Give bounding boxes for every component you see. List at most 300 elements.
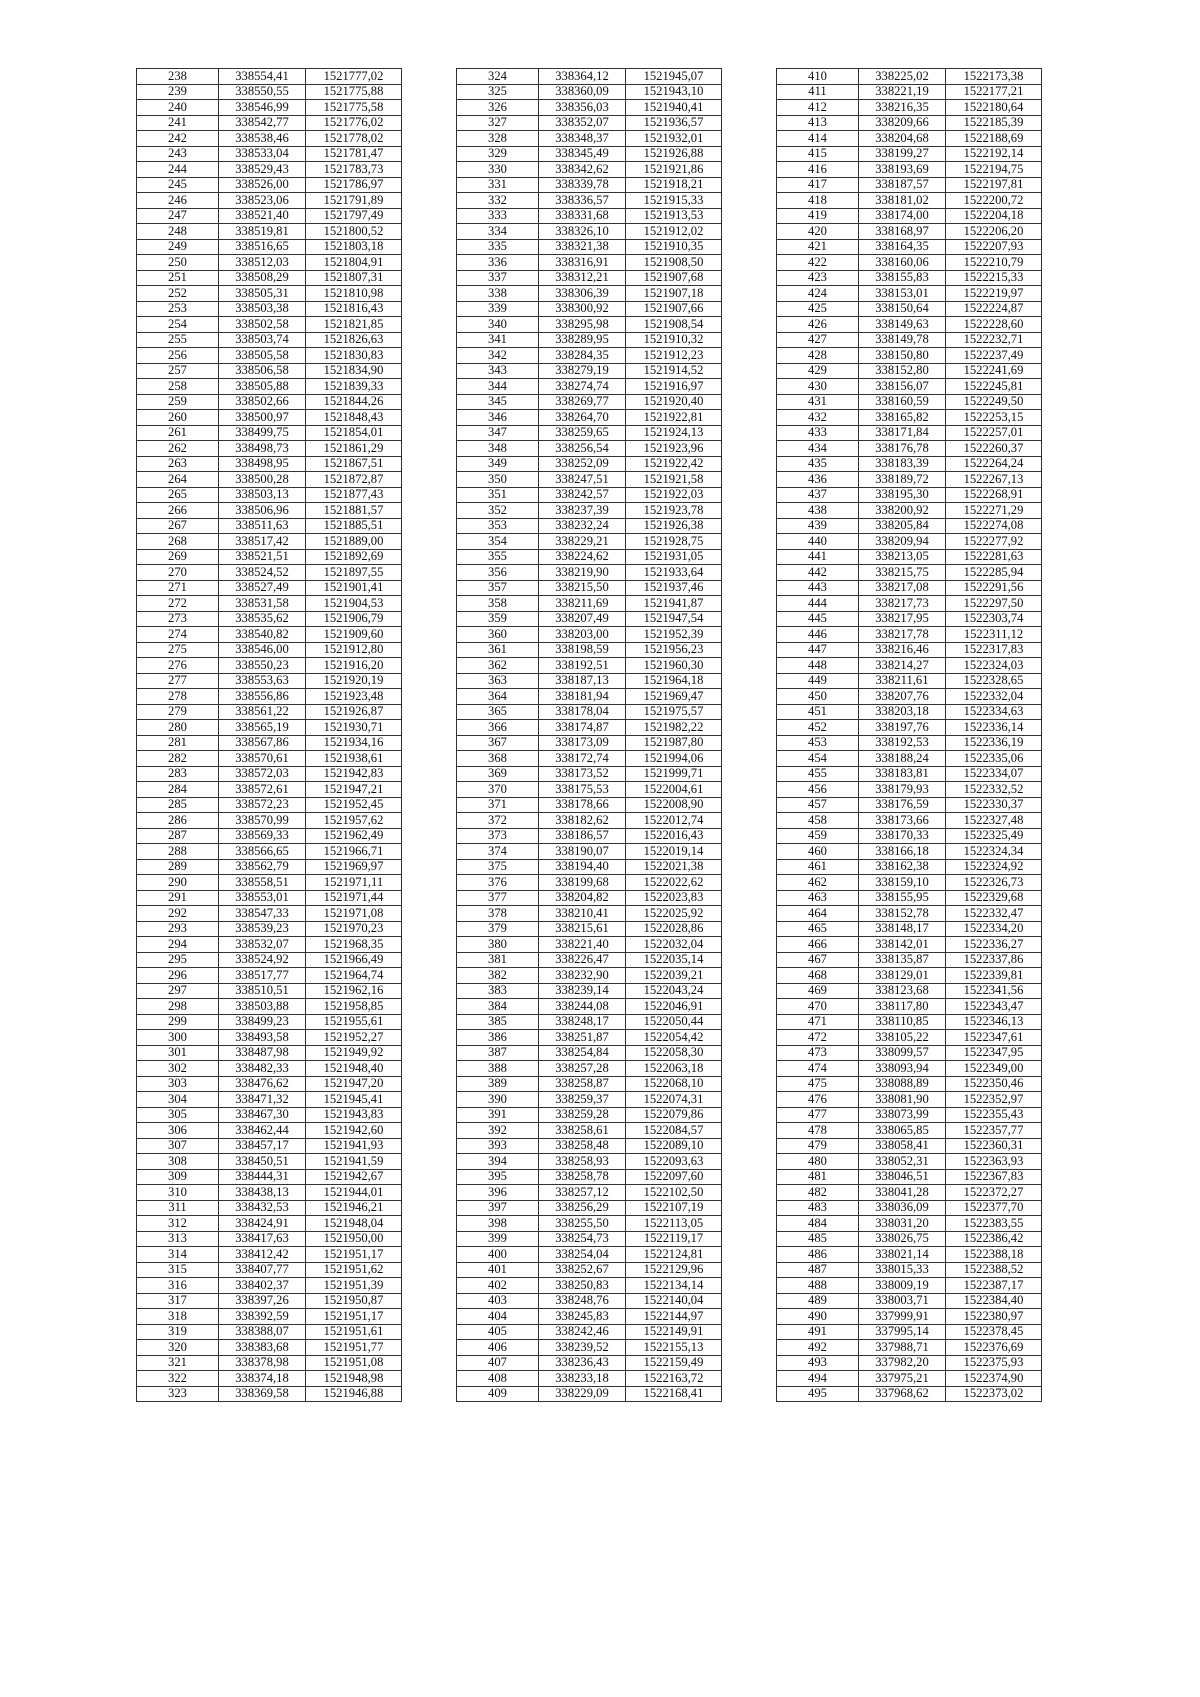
x-coordinate-cell: 338160,59 <box>859 394 946 410</box>
y-coordinate-cell: 1522339,81 <box>946 968 1042 984</box>
table-row <box>777 1247 1042 1263</box>
table-row <box>457 410 722 426</box>
table-row <box>777 363 1042 379</box>
y-coordinate-cell: 1522097,60 <box>626 1169 722 1185</box>
x-coordinate-cell: 338521,51 <box>219 549 306 565</box>
y-coordinate-cell: 1521966,49 <box>306 952 402 968</box>
table-row <box>457 1045 722 1061</box>
table-row <box>777 642 1042 658</box>
point-number-cell: 330 <box>457 162 539 178</box>
y-coordinate-cell: 1521907,18 <box>626 286 722 302</box>
point-number-cell: 309 <box>137 1169 219 1185</box>
point-number-cell: 468 <box>777 968 859 984</box>
table-row <box>457 115 722 131</box>
point-number-cell: 293 <box>137 921 219 937</box>
point-number-cell: 247 <box>137 208 219 224</box>
point-number-cell: 295 <box>137 952 219 968</box>
table-row <box>137 658 402 674</box>
x-coordinate-cell: 338242,57 <box>539 487 626 503</box>
y-coordinate-cell: 1522107,19 <box>626 1200 722 1216</box>
table-row <box>777 146 1042 162</box>
y-coordinate-cell: 1522334,07 <box>946 766 1042 782</box>
table-row <box>457 658 722 674</box>
x-coordinate-cell: 338207,49 <box>539 611 626 627</box>
y-coordinate-cell: 1522019,14 <box>626 844 722 860</box>
y-coordinate-cell: 1521914,52 <box>626 363 722 379</box>
point-number-cell: 445 <box>777 611 859 627</box>
table-row <box>137 1076 402 1092</box>
y-coordinate-cell: 1522388,52 <box>946 1262 1042 1278</box>
x-coordinate-cell: 338165,82 <box>859 410 946 426</box>
x-coordinate-cell: 338254,04 <box>539 1247 626 1263</box>
point-number-cell: 277 <box>137 673 219 689</box>
y-coordinate-cell: 1522022,62 <box>626 875 722 891</box>
point-number-cell: 335 <box>457 239 539 255</box>
table-row <box>137 208 402 224</box>
table-row <box>137 1386 402 1402</box>
table-row <box>137 1092 402 1108</box>
y-coordinate-cell: 1522285,94 <box>946 565 1042 581</box>
y-coordinate-cell: 1521932,01 <box>626 131 722 147</box>
point-number-cell: 274 <box>137 627 219 643</box>
point-number-cell: 318 <box>137 1309 219 1325</box>
y-coordinate-cell: 1521804,91 <box>306 255 402 271</box>
y-coordinate-cell: 1522374,90 <box>946 1371 1042 1387</box>
point-number-cell: 488 <box>777 1278 859 1294</box>
x-coordinate-cell: 338150,80 <box>859 348 946 364</box>
point-number-cell: 393 <box>457 1138 539 1154</box>
point-number-cell: 341 <box>457 332 539 348</box>
y-coordinate-cell: 1521951,39 <box>306 1278 402 1294</box>
table-row <box>777 766 1042 782</box>
point-number-cell: 260 <box>137 410 219 426</box>
table-row <box>457 332 722 348</box>
y-coordinate-cell: 1522332,52 <box>946 782 1042 798</box>
y-coordinate-cell: 1521908,50 <box>626 255 722 271</box>
x-coordinate-cell: 338259,37 <box>539 1092 626 1108</box>
point-number-cell: 319 <box>137 1324 219 1340</box>
point-number-cell: 246 <box>137 193 219 209</box>
point-number-cell: 409 <box>457 1386 539 1402</box>
table-row <box>777 859 1042 875</box>
table-row <box>457 828 722 844</box>
table-row <box>457 487 722 503</box>
y-coordinate-cell: 1521951,17 <box>306 1247 402 1263</box>
table-row <box>777 394 1042 410</box>
y-coordinate-cell: 1522380,97 <box>946 1309 1042 1325</box>
table-row <box>457 689 722 705</box>
point-number-cell: 287 <box>137 828 219 844</box>
x-coordinate-cell: 338252,09 <box>539 456 626 472</box>
table-row <box>137 875 402 891</box>
point-number-cell: 437 <box>777 487 859 503</box>
y-coordinate-cell: 1522376,69 <box>946 1340 1042 1356</box>
table-row <box>777 317 1042 333</box>
x-coordinate-cell: 338207,76 <box>859 689 946 705</box>
x-coordinate-cell: 338197,76 <box>859 720 946 736</box>
x-coordinate-cell: 338258,48 <box>539 1138 626 1154</box>
x-coordinate-cell: 338251,87 <box>539 1030 626 1046</box>
x-coordinate-cell: 338244,08 <box>539 999 626 1015</box>
x-coordinate-cell: 338567,86 <box>219 735 306 751</box>
table-row <box>457 1231 722 1247</box>
y-coordinate-cell: 1521940,41 <box>626 100 722 116</box>
y-coordinate-cell: 1521962,49 <box>306 828 402 844</box>
table-row <box>137 1061 402 1077</box>
y-coordinate-cell: 1522277,92 <box>946 534 1042 550</box>
table-row <box>777 875 1042 891</box>
y-coordinate-cell: 1521949,92 <box>306 1045 402 1061</box>
x-coordinate-cell: 338226,47 <box>539 952 626 968</box>
x-coordinate-cell: 338269,77 <box>539 394 626 410</box>
table-row <box>457 1309 722 1325</box>
table-row <box>777 1340 1042 1356</box>
y-coordinate-cell: 1522054,42 <box>626 1030 722 1046</box>
x-coordinate-cell: 338258,78 <box>539 1169 626 1185</box>
point-number-cell: 390 <box>457 1092 539 1108</box>
x-coordinate-cell: 338123,68 <box>859 983 946 999</box>
y-coordinate-cell: 1522317,83 <box>946 642 1042 658</box>
y-coordinate-cell: 1521946,21 <box>306 1200 402 1216</box>
point-number-cell: 271 <box>137 580 219 596</box>
y-coordinate-cell: 1522311,12 <box>946 627 1042 643</box>
table-row <box>137 937 402 953</box>
y-coordinate-cell: 1521951,62 <box>306 1262 402 1278</box>
x-coordinate-cell: 338217,78 <box>859 627 946 643</box>
y-coordinate-cell: 1522200,72 <box>946 193 1042 209</box>
point-number-cell: 261 <box>137 425 219 441</box>
point-number-cell: 368 <box>457 751 539 767</box>
table-row <box>777 1123 1042 1139</box>
y-coordinate-cell: 1522325,49 <box>946 828 1042 844</box>
point-number-cell: 316 <box>137 1278 219 1294</box>
table-row <box>777 751 1042 767</box>
y-coordinate-cell: 1522375,93 <box>946 1355 1042 1371</box>
x-coordinate-cell: 338498,73 <box>219 441 306 457</box>
y-coordinate-cell: 1521966,71 <box>306 844 402 860</box>
point-number-cell: 440 <box>777 534 859 550</box>
point-number-cell: 284 <box>137 782 219 798</box>
table-row <box>137 239 402 255</box>
y-coordinate-cell: 1522330,37 <box>946 797 1042 813</box>
x-coordinate-cell: 338352,07 <box>539 115 626 131</box>
x-coordinate-cell: 338110,85 <box>859 1014 946 1030</box>
table-row <box>457 1293 722 1309</box>
y-coordinate-cell: 1521994,06 <box>626 751 722 767</box>
table-row <box>777 1216 1042 1232</box>
table-row <box>137 1231 402 1247</box>
y-coordinate-cell: 1521912,02 <box>626 224 722 240</box>
x-coordinate-cell: 338149,63 <box>859 317 946 333</box>
point-number-cell: 418 <box>777 193 859 209</box>
x-coordinate-cell: 338561,22 <box>219 704 306 720</box>
y-coordinate-cell: 1521915,33 <box>626 193 722 209</box>
x-coordinate-cell: 338173,52 <box>539 766 626 782</box>
x-coordinate-cell: 338081,90 <box>859 1092 946 1108</box>
y-coordinate-cell: 1522337,86 <box>946 952 1042 968</box>
table-row <box>777 69 1042 85</box>
point-number-cell: 248 <box>137 224 219 240</box>
point-number-cell: 324 <box>457 69 539 85</box>
y-coordinate-cell: 1522352,97 <box>946 1092 1042 1108</box>
x-coordinate-cell: 338526,00 <box>219 177 306 193</box>
point-number-cell: 306 <box>137 1123 219 1139</box>
table-row <box>777 410 1042 426</box>
table-row <box>137 751 402 767</box>
y-coordinate-cell: 1521923,78 <box>626 503 722 519</box>
table-row <box>457 255 722 271</box>
point-number-cell: 292 <box>137 906 219 922</box>
y-coordinate-cell: 1521800,52 <box>306 224 402 240</box>
table-row <box>457 673 722 689</box>
point-number-cell: 459 <box>777 828 859 844</box>
point-number-cell: 299 <box>137 1014 219 1030</box>
table-row <box>137 859 402 875</box>
y-coordinate-cell: 1521922,03 <box>626 487 722 503</box>
table-row <box>457 611 722 627</box>
table-row <box>777 890 1042 906</box>
point-number-cell: 366 <box>457 720 539 736</box>
y-coordinate-cell: 1521791,89 <box>306 193 402 209</box>
y-coordinate-cell: 1521777,02 <box>306 69 402 85</box>
y-coordinate-cell: 1521937,46 <box>626 580 722 596</box>
table-row <box>137 472 402 488</box>
point-number-cell: 424 <box>777 286 859 302</box>
point-number-cell: 327 <box>457 115 539 131</box>
y-coordinate-cell: 1522058,30 <box>626 1045 722 1061</box>
point-number-cell: 259 <box>137 394 219 410</box>
x-coordinate-cell: 338255,50 <box>539 1216 626 1232</box>
point-number-cell: 417 <box>777 177 859 193</box>
table-row <box>137 1216 402 1232</box>
y-coordinate-cell: 1521941,93 <box>306 1138 402 1154</box>
point-number-cell: 384 <box>457 999 539 1015</box>
table-row <box>137 348 402 364</box>
table-row <box>137 1309 402 1325</box>
point-number-cell: 365 <box>457 704 539 720</box>
point-number-cell: 343 <box>457 363 539 379</box>
y-coordinate-cell: 1522343,47 <box>946 999 1042 1015</box>
y-coordinate-cell: 1522388,18 <box>946 1247 1042 1263</box>
table-row <box>137 487 402 503</box>
point-number-cell: 321 <box>137 1355 219 1371</box>
x-coordinate-cell: 338205,84 <box>859 518 946 534</box>
table-row <box>137 735 402 751</box>
y-coordinate-cell: 1522387,17 <box>946 1278 1042 1294</box>
x-coordinate-cell: 338295,98 <box>539 317 626 333</box>
x-coordinate-cell: 338225,02 <box>859 69 946 85</box>
x-coordinate-cell: 338174,00 <box>859 208 946 224</box>
y-coordinate-cell: 1522291,56 <box>946 580 1042 596</box>
x-coordinate-cell: 338211,61 <box>859 673 946 689</box>
y-coordinate-cell: 1521889,00 <box>306 534 402 550</box>
x-coordinate-cell: 338099,57 <box>859 1045 946 1061</box>
x-coordinate-cell: 338093,94 <box>859 1061 946 1077</box>
y-coordinate-cell: 1521941,59 <box>306 1154 402 1170</box>
point-number-cell: 350 <box>457 472 539 488</box>
x-coordinate-cell: 338258,87 <box>539 1076 626 1092</box>
point-number-cell: 317 <box>137 1293 219 1309</box>
x-coordinate-cell: 338026,75 <box>859 1231 946 1247</box>
point-number-cell: 329 <box>457 146 539 162</box>
y-coordinate-cell: 1521797,49 <box>306 208 402 224</box>
x-coordinate-cell: 338219,90 <box>539 565 626 581</box>
y-coordinate-cell: 1522297,50 <box>946 596 1042 612</box>
y-coordinate-cell: 1521947,54 <box>626 611 722 627</box>
table-row <box>777 518 1042 534</box>
y-coordinate-cell: 1521926,87 <box>306 704 402 720</box>
table-row <box>777 255 1042 271</box>
point-number-cell: 428 <box>777 348 859 364</box>
point-number-cell: 358 <box>457 596 539 612</box>
point-number-cell: 471 <box>777 1014 859 1030</box>
x-coordinate-cell: 338457,17 <box>219 1138 306 1154</box>
x-coordinate-cell: 338181,94 <box>539 689 626 705</box>
table-row <box>457 1123 722 1139</box>
x-coordinate-cell: 338438,13 <box>219 1185 306 1201</box>
coordinates-table-1 <box>136 68 402 1402</box>
x-coordinate-cell: 338194,40 <box>539 859 626 875</box>
y-coordinate-cell: 1522144,97 <box>626 1309 722 1325</box>
y-coordinate-cell: 1521810,98 <box>306 286 402 302</box>
x-coordinate-cell: 338031,20 <box>859 1216 946 1232</box>
point-number-cell: 490 <box>777 1309 859 1325</box>
point-number-cell: 398 <box>457 1216 539 1232</box>
y-coordinate-cell: 1522008,90 <box>626 797 722 813</box>
point-number-cell: 244 <box>137 162 219 178</box>
table-row <box>457 348 722 364</box>
y-coordinate-cell: 1522032,04 <box>626 937 722 953</box>
x-coordinate-cell: 338512,03 <box>219 255 306 271</box>
x-coordinate-cell: 338502,66 <box>219 394 306 410</box>
table-row <box>457 131 722 147</box>
y-coordinate-cell: 1522347,61 <box>946 1030 1042 1046</box>
table-row <box>457 1185 722 1201</box>
x-coordinate-cell: 338170,33 <box>859 828 946 844</box>
y-coordinate-cell: 1522334,20 <box>946 921 1042 937</box>
point-number-cell: 338 <box>457 286 539 302</box>
table-row <box>777 627 1042 643</box>
x-coordinate-cell: 338247,51 <box>539 472 626 488</box>
point-number-cell: 410 <box>777 69 859 85</box>
table-row <box>777 1293 1042 1309</box>
x-coordinate-cell: 338524,92 <box>219 952 306 968</box>
table-row <box>457 394 722 410</box>
point-number-cell: 279 <box>137 704 219 720</box>
point-number-cell: 456 <box>777 782 859 798</box>
point-number-cell: 265 <box>137 487 219 503</box>
x-coordinate-cell: 338519,81 <box>219 224 306 240</box>
y-coordinate-cell: 1521909,60 <box>306 627 402 643</box>
x-coordinate-cell: 338444,31 <box>219 1169 306 1185</box>
point-number-cell: 302 <box>137 1061 219 1077</box>
point-number-cell: 354 <box>457 534 539 550</box>
y-coordinate-cell: 1521885,51 <box>306 518 402 534</box>
x-coordinate-cell: 338150,64 <box>859 301 946 317</box>
point-number-cell: 238 <box>137 69 219 85</box>
point-number-cell: 463 <box>777 890 859 906</box>
x-coordinate-cell: 338471,32 <box>219 1092 306 1108</box>
y-coordinate-cell: 1521928,75 <box>626 534 722 550</box>
point-number-cell: 323 <box>137 1386 219 1402</box>
table-row <box>457 1030 722 1046</box>
table-row <box>457 1200 722 1216</box>
y-coordinate-cell: 1521775,88 <box>306 84 402 100</box>
x-coordinate-cell: 338524,52 <box>219 565 306 581</box>
point-number-cell: 308 <box>137 1154 219 1170</box>
x-coordinate-cell: 338166,18 <box>859 844 946 860</box>
x-coordinate-cell: 338183,81 <box>859 766 946 782</box>
x-coordinate-cell: 338239,14 <box>539 983 626 999</box>
y-coordinate-cell: 1521942,67 <box>306 1169 402 1185</box>
x-coordinate-cell: 338221,40 <box>539 937 626 953</box>
table-row <box>777 193 1042 209</box>
y-coordinate-cell: 1522327,48 <box>946 813 1042 829</box>
table-row <box>457 441 722 457</box>
point-number-cell: 375 <box>457 859 539 875</box>
table-row <box>777 1355 1042 1371</box>
x-coordinate-cell: 338204,82 <box>539 890 626 906</box>
point-number-cell: 356 <box>457 565 539 581</box>
point-number-cell: 301 <box>137 1045 219 1061</box>
y-coordinate-cell: 1521934,16 <box>306 735 402 751</box>
point-number-cell: 240 <box>137 100 219 116</box>
point-number-cell: 258 <box>137 379 219 395</box>
x-coordinate-cell: 338021,14 <box>859 1247 946 1263</box>
point-number-cell: 290 <box>137 875 219 891</box>
x-coordinate-cell: 338213,05 <box>859 549 946 565</box>
point-number-cell: 303 <box>137 1076 219 1092</box>
point-number-cell: 455 <box>777 766 859 782</box>
x-coordinate-cell: 338432,53 <box>219 1200 306 1216</box>
table-row <box>137 704 402 720</box>
y-coordinate-cell: 1521964,74 <box>306 968 402 984</box>
point-number-cell: 382 <box>457 968 539 984</box>
y-coordinate-cell: 1521910,35 <box>626 239 722 255</box>
x-coordinate-cell: 338402,37 <box>219 1278 306 1294</box>
y-coordinate-cell: 1522079,86 <box>626 1107 722 1123</box>
x-coordinate-cell: 338364,12 <box>539 69 626 85</box>
y-coordinate-cell: 1521912,80 <box>306 642 402 658</box>
point-number-cell: 450 <box>777 689 859 705</box>
table-row <box>457 193 722 209</box>
y-coordinate-cell: 1522334,63 <box>946 704 1042 720</box>
y-coordinate-cell: 1521999,71 <box>626 766 722 782</box>
point-number-cell: 392 <box>457 1123 539 1139</box>
y-coordinate-cell: 1521933,64 <box>626 565 722 581</box>
table-row <box>457 1371 722 1387</box>
x-coordinate-cell: 338339,78 <box>539 177 626 193</box>
y-coordinate-cell: 1521861,29 <box>306 441 402 457</box>
point-number-cell: 394 <box>457 1154 539 1170</box>
table-row <box>777 239 1042 255</box>
y-coordinate-cell: 1521803,18 <box>306 239 402 255</box>
y-coordinate-cell: 1522237,49 <box>946 348 1042 364</box>
y-coordinate-cell: 1521950,87 <box>306 1293 402 1309</box>
table-row <box>777 348 1042 364</box>
y-coordinate-cell: 1522326,73 <box>946 875 1042 891</box>
x-coordinate-cell: 338289,95 <box>539 332 626 348</box>
point-number-cell: 363 <box>457 673 539 689</box>
x-coordinate-cell: 338553,63 <box>219 673 306 689</box>
point-number-cell: 326 <box>457 100 539 116</box>
x-coordinate-cell: 338216,35 <box>859 100 946 116</box>
point-number-cell: 449 <box>777 673 859 689</box>
table-row <box>457 1107 722 1123</box>
x-coordinate-cell: 338046,51 <box>859 1169 946 1185</box>
y-coordinate-cell: 1522113,05 <box>626 1216 722 1232</box>
x-coordinate-cell: 338532,07 <box>219 937 306 953</box>
